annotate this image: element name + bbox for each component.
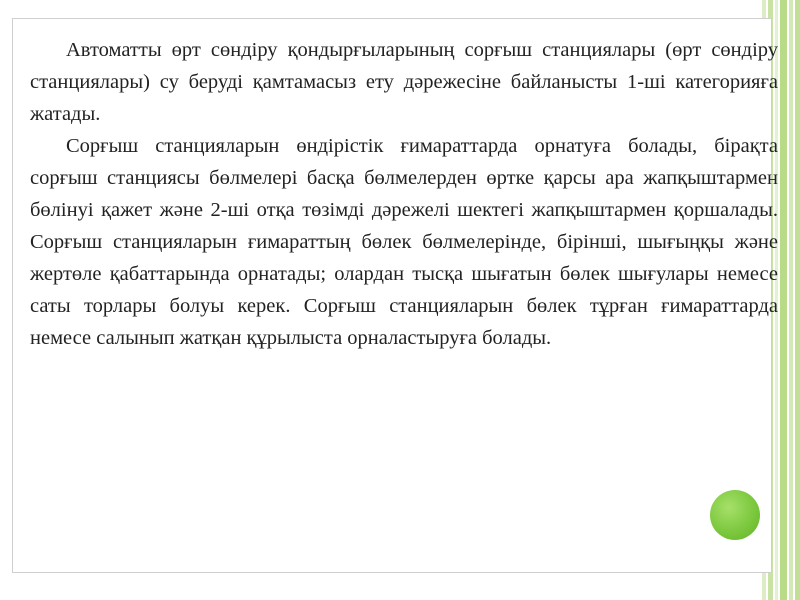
stripe [780,0,787,600]
slide-body-text [30,34,778,354]
stripe [795,0,800,600]
decorative-green-circle-icon [710,490,760,540]
paragraph-1: Автоматты өрт сөндіру қондырғыларының сорғыш станциялары (өрт сөндіру станциялары) су беруді қамтамасыз ету дәрежесіне байланысты 1-ші категорияға жатады. [30,39,778,125]
stripe [789,0,793,600]
paragraph-2: Сорғыш станцияларын өндірістік ғимараттарда орнатуға болады, бірақта сорғыш станциясы бөлмелері басқа бөлмелерден өртке қарсы ара жапқыштармен бөлінуі қажет және 2-ші отқа төзімді дәрежелі шектегі жапқыштармен қоршалады. Сорғыш станцияларын ғимараттың бөлек бөлмелерінде, бірінші, шығыңқы және жертөле қабаттарында орнатады; олардан тысқа шығатын бөлек шығулары немесе саты торлары болуы керек. Сорғыш станцияларын бөлек тұрған ғимараттарда немесе салынып жатқан құрылыста орналастыруға болады. [30,135,778,349]
